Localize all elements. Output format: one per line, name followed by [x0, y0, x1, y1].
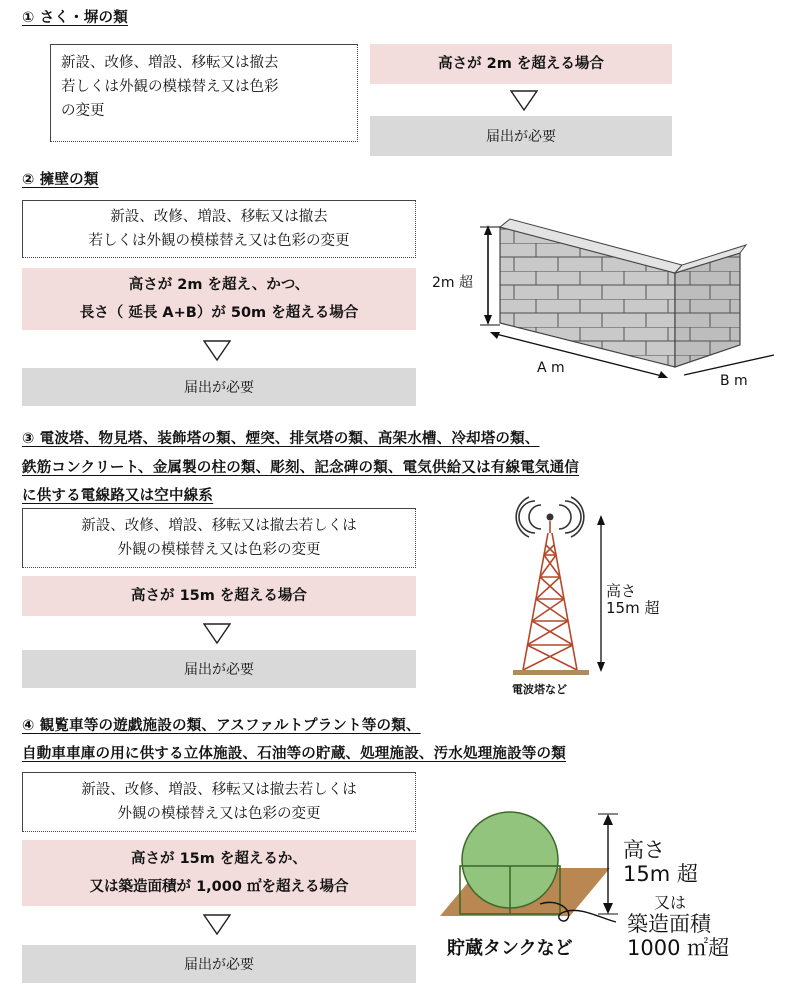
tower-height-label-line: 高さ — [606, 582, 637, 600]
section2-condition-box — [22, 268, 416, 330]
section4-condition-box — [22, 840, 416, 906]
tank-caption: 貯蔵タンクなど — [447, 938, 573, 959]
tank-height-label-line: 15m 超 — [623, 862, 698, 886]
action-text-line: 外観の模様替え又は色彩の変更 — [117, 542, 321, 558]
action-text-line: 新設、改修、増設、移転又は撤去若しくは — [81, 518, 357, 534]
action-text-line: 新設、改修、増設、移転又は撤去 — [110, 209, 328, 225]
tank-area-label-line: 1000 ㎡超 — [627, 936, 730, 960]
down-arrow-icon — [203, 623, 231, 645]
result-text: 届出が必要 — [184, 662, 254, 678]
retaining-wall-figure — [470, 215, 786, 395]
section3-heading-line2: 鉄筋コンクリート、金属製の柱の類、彫刻、記念碑の類、電気供給又は有線電気通信 — [22, 460, 580, 476]
result-text: 届出が必要 — [184, 957, 254, 973]
condition-text: 高さが 2m を超える場合 — [438, 56, 604, 72]
wall-length-b-label: B m — [720, 373, 748, 389]
down-arrow-icon — [203, 340, 231, 362]
tower-caption: 電波塔など — [512, 683, 567, 696]
tank-area-label — [627, 912, 729, 960]
tank-height-label-line: 高さ — [623, 838, 665, 862]
section3-condition-box — [22, 576, 416, 616]
section4-action-box — [22, 772, 416, 832]
wall-length-a-label: A m — [537, 360, 565, 376]
section4-result-box — [22, 945, 416, 983]
tank-area-label-line: 築造面積 — [627, 912, 711, 936]
down-arrow-icon — [203, 914, 231, 936]
action-text-line: 新設、改修、増設、移転又は撤去 — [61, 55, 279, 71]
action-text-line: 新設、改修、増設、移転又は撤去若しくは — [81, 782, 357, 798]
result-text: 届出が必要 — [184, 380, 254, 396]
condition-text-line: 高さが 15m を超えるか、 — [131, 851, 307, 867]
condition-text-line: 長さ（ 延長 A+B）が 50m を超える場合 — [79, 305, 359, 321]
action-text-line: 外観の模様替え又は色彩の変更 — [117, 806, 321, 822]
condition-text: 高さが 15m を超える場合 — [131, 588, 307, 604]
section4-heading-line2: 自動車車庫の用に供する立体施設、石油等の貯蔵、処理施設、汚水処理施設等の類 — [22, 746, 566, 762]
section3-heading-line3: に供する電線路又は空中線系 — [22, 488, 214, 504]
down-arrow-icon — [510, 90, 538, 112]
tower-height-label-line: 15m 超 — [606, 599, 660, 617]
section3-result-box — [22, 650, 416, 688]
section3-heading-line1: ③ 電波塔、物見塔、装飾塔の類、煙突、排気塔の類、高架水槽、冷却塔の類、 — [22, 431, 540, 447]
section2-heading: ② 擁壁の類 — [22, 172, 99, 188]
section1-result-box — [370, 116, 672, 156]
result-text: 届出が必要 — [486, 129, 556, 145]
tank-height-label — [623, 838, 698, 886]
section2-result-box — [22, 368, 416, 406]
condition-text-line: 高さが 2m を超え、かつ、 — [128, 277, 310, 293]
action-text-line: の変更 — [61, 103, 105, 119]
storage-tank-figure — [440, 808, 640, 938]
section2-action-box — [22, 200, 416, 258]
wall-height-label: 2m 超 — [432, 275, 473, 291]
section1-heading: ① さく・塀の類 — [22, 10, 128, 26]
action-text-line: 若しくは外観の模様替え又は色彩の変更 — [88, 233, 350, 249]
section4-heading-line1: ④ 観覧車等の遊戯施設の類、アスファルトプラント等の類、 — [22, 718, 421, 734]
section1-condition-box — [370, 44, 672, 84]
section1-action-box — [50, 44, 358, 142]
section3-action-box — [22, 508, 416, 568]
condition-text-line: 又は築造面積が 1,000 ㎡を超える場合 — [89, 879, 349, 895]
action-text-line: 若しくは外観の模様替え又は色彩 — [61, 79, 279, 95]
tank-or-label: 又は — [654, 893, 687, 912]
tower-height-label — [606, 583, 659, 617]
